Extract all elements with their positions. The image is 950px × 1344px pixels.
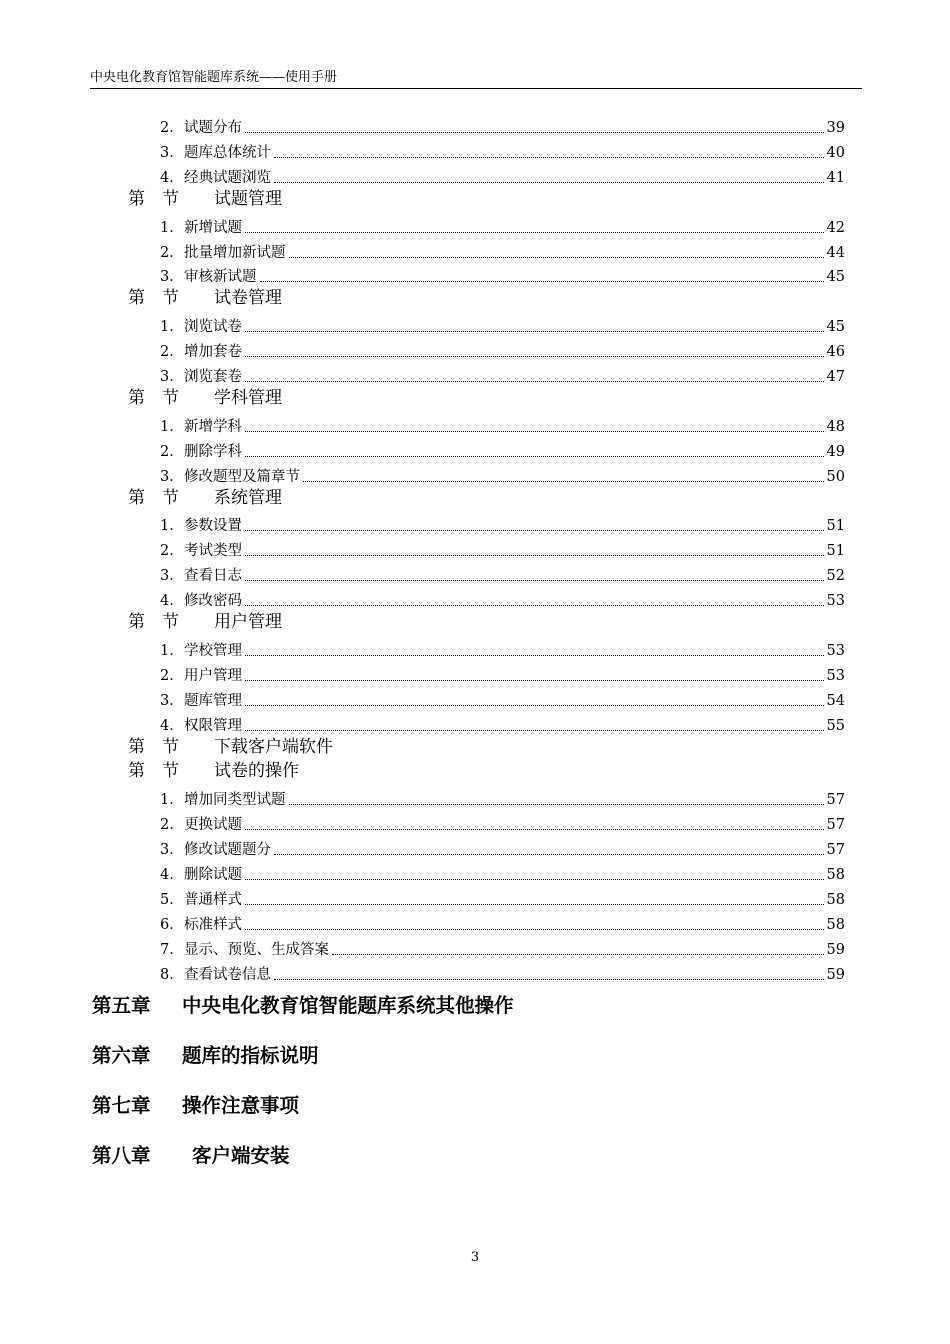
toc-entry-number: 1． xyxy=(160,792,184,808)
toc-dot-leader xyxy=(303,480,824,482)
toc-dot-leader xyxy=(245,654,824,656)
section-title: 试卷的操作 xyxy=(214,761,299,781)
toc-dot-leader xyxy=(245,704,824,706)
toc-entry[interactable] xyxy=(160,314,845,336)
toc-dot-leader xyxy=(245,828,824,830)
toc-entry-label: 权限管理 xyxy=(184,718,242,734)
toc-entry-label: 标准样式 xyxy=(184,917,242,933)
toc-entry-label: 题库管理 xyxy=(184,693,242,709)
toc-entry-page: 58 xyxy=(826,917,845,933)
toc-entry-number: 3． xyxy=(160,269,184,285)
toc-section-heading[interactable] xyxy=(128,188,282,212)
toc-entry-number: 2． xyxy=(160,817,184,833)
toc-entry[interactable] xyxy=(160,439,845,461)
toc-entry-label: 考试类型 xyxy=(184,543,242,559)
toc-entry[interactable] xyxy=(160,862,845,884)
toc-entry-page: 45 xyxy=(826,269,845,285)
toc-dot-leader xyxy=(245,878,824,880)
section-prefix: 第 节 xyxy=(128,189,179,209)
toc-entry-number: 2． xyxy=(160,120,184,136)
chapter-number: 第五章 xyxy=(92,994,151,1017)
chapter-number: 第六章 xyxy=(92,1044,151,1067)
toc-entry-number: 2． xyxy=(160,668,184,684)
section-prefix: 第 节 xyxy=(128,761,179,781)
toc-dot-leader xyxy=(245,529,824,531)
chapter-heading[interactable] xyxy=(92,1143,290,1171)
toc-section-heading[interactable] xyxy=(128,760,299,784)
toc-entry-label: 查看日志 xyxy=(184,568,242,584)
toc-entry-number: 3． xyxy=(160,469,184,485)
toc-entry[interactable] xyxy=(160,364,845,386)
toc-entry-label: 修改试题题分 xyxy=(184,842,271,858)
toc-entry-number: 2． xyxy=(160,344,184,360)
toc-entry-page: 39 xyxy=(826,120,845,136)
toc-dot-leader xyxy=(274,181,824,183)
toc-dot-leader xyxy=(245,430,824,432)
section-title: 学科管理 xyxy=(214,388,282,408)
toc-dot-leader xyxy=(245,131,824,133)
toc-dot-leader xyxy=(245,380,824,382)
toc-entry[interactable] xyxy=(160,787,845,809)
toc-entry-page: 44 xyxy=(826,245,845,261)
toc-entry[interactable] xyxy=(160,563,845,585)
chapter-title: 操作注意事项 xyxy=(182,1094,300,1117)
toc-entry-page: 57 xyxy=(826,842,845,858)
toc-dot-leader xyxy=(245,355,824,357)
toc-entry-page: 57 xyxy=(826,817,845,833)
toc-entry-page: 52 xyxy=(826,568,845,584)
toc-dot-leader xyxy=(245,579,824,581)
toc-entry-label: 新增学科 xyxy=(184,419,242,435)
chapter-title: 客户端安装 xyxy=(192,1144,290,1167)
toc-entry-number: 3． xyxy=(160,693,184,709)
toc-entry[interactable] xyxy=(160,588,845,610)
toc-entry-number: 2． xyxy=(160,245,184,261)
section-title: 试题管理 xyxy=(214,189,282,209)
section-title: 用户管理 xyxy=(214,612,282,632)
section-prefix: 第 节 xyxy=(128,612,179,632)
toc-dot-leader xyxy=(245,455,824,457)
toc-entry[interactable] xyxy=(160,264,845,286)
toc-entry-page: 40 xyxy=(826,145,845,161)
toc-entry-label: 题库总体统计 xyxy=(184,145,271,161)
toc-entry-label: 修改密码 xyxy=(184,593,242,609)
toc-entry-label: 参数设置 xyxy=(184,518,242,534)
toc-entry-number: 1． xyxy=(160,319,184,335)
section-prefix: 第 节 xyxy=(128,488,179,508)
chapter-number: 第八章 xyxy=(92,1144,151,1167)
toc-entry-number: 2． xyxy=(160,543,184,559)
toc-dot-leader xyxy=(245,604,824,606)
toc-entry-label: 用户管理 xyxy=(184,668,242,684)
toc-entry-label: 浏览试卷 xyxy=(184,319,242,335)
toc-entry-page: 57 xyxy=(826,792,845,808)
toc-entry[interactable] xyxy=(160,937,845,959)
chapter-heading[interactable] xyxy=(92,1093,299,1121)
toc-entry-page: 58 xyxy=(826,892,845,908)
toc-entry[interactable] xyxy=(160,663,845,685)
toc-entry[interactable] xyxy=(160,812,845,834)
toc-entry-number: 3． xyxy=(160,568,184,584)
toc-section-heading[interactable] xyxy=(128,287,282,311)
toc-entry-number: 4． xyxy=(160,170,184,186)
toc-entry-label: 增加套卷 xyxy=(184,344,242,360)
chapter-title: 中央电化教育馆智能题库系统其他操作 xyxy=(182,994,514,1017)
toc-entry[interactable] xyxy=(160,538,845,560)
toc-entry-label: 修改题型及篇章节 xyxy=(184,469,300,485)
section-title: 系统管理 xyxy=(214,488,282,508)
toc-entry[interactable] xyxy=(160,215,845,237)
toc-entry-label: 查看试卷信息 xyxy=(184,967,271,983)
toc-section-heading[interactable] xyxy=(128,387,282,411)
toc-entry-page: 53 xyxy=(826,593,845,609)
toc-entry-label: 经典试题浏览 xyxy=(184,170,271,186)
toc-entry-number: 4． xyxy=(160,593,184,609)
toc-dot-leader xyxy=(289,256,824,258)
toc-dot-leader xyxy=(274,156,824,158)
toc-entry-number: 2． xyxy=(160,444,184,460)
toc-entry-number: 5． xyxy=(160,892,184,908)
toc-entry-page: 49 xyxy=(826,444,845,460)
toc-dot-leader xyxy=(245,554,824,556)
toc-dot-leader xyxy=(274,978,824,980)
toc-entry-number: 1． xyxy=(160,419,184,435)
toc-entry[interactable] xyxy=(160,837,845,859)
toc-entry-page: 59 xyxy=(826,967,845,983)
toc-entry-page: 55 xyxy=(826,718,845,734)
toc-entry-label: 删除试题 xyxy=(184,867,242,883)
toc-entry-number: 1． xyxy=(160,220,184,236)
toc-entry-page: 59 xyxy=(826,942,845,958)
toc-dot-leader xyxy=(245,231,824,233)
toc-entry[interactable] xyxy=(160,140,845,162)
toc-entry-page: 48 xyxy=(826,419,845,435)
chapter-title: 题库的指标说明 xyxy=(182,1044,319,1067)
toc-entry[interactable] xyxy=(160,414,845,436)
chapter-number: 第七章 xyxy=(92,1094,151,1117)
toc-dot-leader xyxy=(245,729,824,731)
toc-section-heading[interactable] xyxy=(128,611,282,635)
toc-entry[interactable] xyxy=(160,962,845,984)
toc-entry-number: 3． xyxy=(160,842,184,858)
running-header: 中央电化教育馆智能题库系统——使用手册 xyxy=(90,70,862,89)
toc-entry-label: 试题分布 xyxy=(184,120,242,136)
toc-entry-page: 41 xyxy=(826,170,845,186)
toc-section-heading[interactable] xyxy=(128,736,333,760)
toc-entry[interactable] xyxy=(160,638,845,660)
toc-entry[interactable] xyxy=(160,115,845,137)
toc-entry-label: 增加同类型试题 xyxy=(184,792,286,808)
toc-entry[interactable] xyxy=(160,887,845,909)
toc-entry-label: 学校管理 xyxy=(184,643,242,659)
toc-entry[interactable] xyxy=(160,912,845,934)
section-title: 试卷管理 xyxy=(214,288,282,308)
toc-entry-label: 删除学科 xyxy=(184,444,242,460)
page-number: 3 xyxy=(470,1250,480,1265)
toc-dot-leader xyxy=(245,928,824,930)
toc-entry-label: 显示、预览、生成答案 xyxy=(184,942,329,958)
toc-entry-page: 42 xyxy=(826,220,845,236)
chapter-heading[interactable] xyxy=(92,1043,319,1071)
section-prefix: 第 节 xyxy=(128,388,179,408)
toc-dot-leader xyxy=(332,953,824,955)
toc-entry-number: 3． xyxy=(160,145,184,161)
toc-entry-number: 1． xyxy=(160,643,184,659)
chapter-heading[interactable] xyxy=(92,993,514,1021)
toc-dot-leader xyxy=(245,679,824,681)
toc-dot-leader xyxy=(289,803,824,805)
toc-section-heading[interactable] xyxy=(128,487,282,511)
toc-entry-label: 新增试题 xyxy=(184,220,242,236)
toc-dot-leader xyxy=(274,853,824,855)
toc-entry-number: 3． xyxy=(160,369,184,385)
toc-entry-page: 50 xyxy=(826,469,845,485)
toc-entry[interactable] xyxy=(160,688,845,710)
toc-entry-page: 45 xyxy=(826,319,845,335)
toc-entry-number: 7． xyxy=(160,942,184,958)
toc-entry[interactable] xyxy=(160,464,845,486)
toc-entry[interactable] xyxy=(160,240,845,262)
toc-entry-number: 4． xyxy=(160,718,184,734)
toc-entry-page: 51 xyxy=(826,543,845,559)
toc-entry-page: 51 xyxy=(826,518,845,534)
toc-dot-leader xyxy=(260,280,824,282)
toc-entry-label: 普通样式 xyxy=(184,892,242,908)
toc-entry-page: 53 xyxy=(826,643,845,659)
toc-entry-page: 54 xyxy=(826,693,845,709)
toc-entry-page: 47 xyxy=(826,369,845,385)
toc-entry[interactable] xyxy=(160,165,845,187)
toc-entry-label: 浏览套卷 xyxy=(184,369,242,385)
toc-entry-label: 批量增加新试题 xyxy=(184,245,286,261)
toc-entry-page: 46 xyxy=(826,344,845,360)
toc-entry[interactable] xyxy=(160,339,845,361)
toc-entry-page: 58 xyxy=(826,867,845,883)
toc-dot-leader xyxy=(245,903,824,905)
toc-entry-number: 6． xyxy=(160,917,184,933)
toc-entry-number: 1． xyxy=(160,518,184,534)
toc-entry-label: 更换试题 xyxy=(184,817,242,833)
section-title: 下载客户端软件 xyxy=(214,737,333,757)
section-prefix: 第 节 xyxy=(128,288,179,308)
section-prefix: 第 节 xyxy=(128,737,179,757)
toc-entry-page: 53 xyxy=(826,668,845,684)
toc-entry[interactable] xyxy=(160,513,845,535)
toc-entry-label: 审核新试题 xyxy=(184,269,257,285)
toc-entry-number: 4． xyxy=(160,867,184,883)
toc-dot-leader xyxy=(245,330,824,332)
toc-entry[interactable] xyxy=(160,713,845,735)
toc-entry-number: 8． xyxy=(160,967,184,983)
